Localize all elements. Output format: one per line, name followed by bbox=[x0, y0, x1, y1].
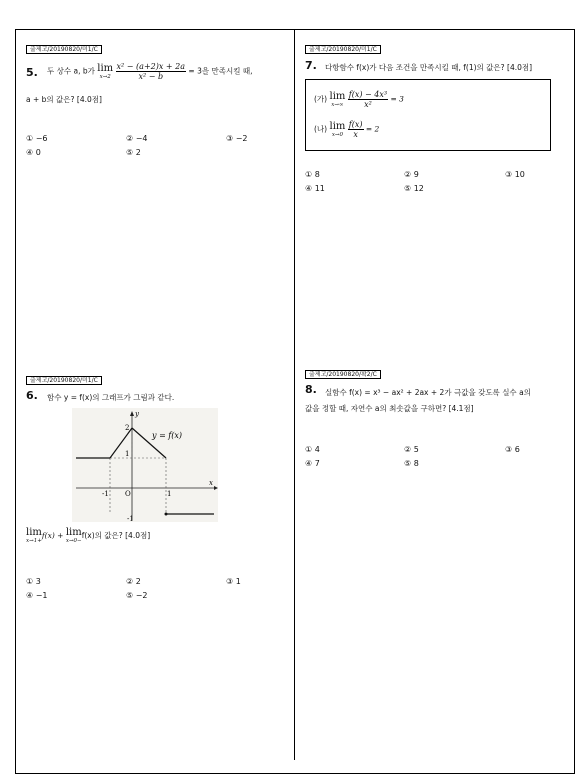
question-text bbox=[47, 62, 252, 81]
choice-4[interactable]: ④ 11 bbox=[305, 184, 325, 193]
choice-2[interactable]: ② 5 bbox=[404, 445, 419, 454]
question-tag: 출제고/20190820/미1/C bbox=[26, 45, 102, 54]
question-text: 함수 y = f(x)의 그래프가 그림과 같다. bbox=[47, 393, 175, 402]
tick-label-y-top: 2 bbox=[125, 424, 130, 432]
condition-b: (나) lim x→0 $\frac{f(x)}{x}$ = 2 bbox=[314, 120, 380, 139]
y-axis-label: y bbox=[135, 410, 139, 418]
choice-2[interactable]: ② −4 bbox=[126, 134, 148, 143]
choice-5[interactable]: ⑤ 2 bbox=[126, 148, 141, 157]
choice-4[interactable]: ④ −1 bbox=[26, 591, 48, 600]
question-number: 6. bbox=[26, 389, 38, 402]
choice-5[interactable]: ⑤ 12 bbox=[404, 184, 424, 193]
tick-label-x-right: 1 bbox=[167, 490, 172, 498]
condition-box bbox=[305, 79, 551, 151]
tick-label-x-left: -1 bbox=[102, 490, 109, 498]
question-tag: 출제고/20190820/미1/C bbox=[305, 45, 381, 54]
choice-2[interactable]: ② 2 bbox=[126, 577, 141, 586]
column-divider bbox=[294, 30, 295, 760]
graph-background bbox=[72, 408, 218, 522]
question-tag: 출제고/20190820/미1/C bbox=[26, 376, 102, 385]
tick-label-y-bottom: -1 bbox=[127, 515, 134, 522]
text-post: = 3을 만족시킬 때, bbox=[188, 66, 253, 76]
fraction: $\frac{\text{x² − (a+2)x + 2a}}{\text{x² − b}}$ bbox=[116, 62, 186, 81]
choice-5[interactable]: ⑤ 8 bbox=[404, 459, 419, 468]
choice-4[interactable]: ④ 7 bbox=[305, 459, 320, 468]
question-number: 5. bbox=[26, 66, 38, 79]
limit-operator: lim x→2 bbox=[97, 62, 114, 80]
question-number: 7. bbox=[305, 59, 317, 72]
choice-3[interactable]: ③ 1 bbox=[226, 577, 241, 586]
tick-label-y-mid: 1 bbox=[125, 450, 130, 458]
question-text: 실함수 f(x) = x³ − ax² + 2ax + 2가 극값을 갖도록 실수 a의 bbox=[325, 388, 531, 397]
choice-1[interactable]: ① 3 bbox=[26, 577, 41, 586]
choice-5[interactable]: ⑤ −2 bbox=[126, 591, 148, 600]
graph-point bbox=[165, 513, 168, 516]
choice-3[interactable]: ③ −2 bbox=[226, 134, 248, 143]
condition-a: (가) lim x→∞ $\frac{\text{f(x) − 4x³}}{\text{x²}}$ = 3 bbox=[314, 90, 404, 109]
choice-1[interactable]: ① −6 bbox=[26, 134, 48, 143]
origin-label: O bbox=[125, 490, 131, 498]
question-tag: 출제고/20190820/확2/C bbox=[305, 370, 381, 379]
question-number: 8. bbox=[305, 383, 317, 396]
question-text-line2: a + b의 값은? [4.0점] bbox=[26, 95, 102, 104]
choice-1[interactable]: ① 4 bbox=[305, 445, 320, 454]
question-text: 다항함수 f(x)가 다음 조건을 만족시킬 때, f(1)의 값은? [4.0점] bbox=[325, 63, 533, 72]
choice-1[interactable]: ① 8 bbox=[305, 170, 320, 179]
choice-4[interactable]: ④ 0 bbox=[26, 148, 41, 157]
choice-2[interactable]: ② 9 bbox=[404, 170, 419, 179]
question-expression: lim x→1+ f(x) + lim x→0− f(x)의 값은? [4.0점] bbox=[26, 527, 151, 544]
question-text-line2: 값을 정할 때, 자연수 a의 최솟값을 구하면? [4.1점] bbox=[305, 404, 474, 413]
curve-label: y = f(x) bbox=[152, 431, 183, 440]
text-pre: 두 상수 a, b가 bbox=[47, 66, 95, 76]
function-graph bbox=[72, 408, 218, 522]
x-axis-label: x bbox=[209, 479, 213, 487]
choice-3[interactable]: ③ 6 bbox=[505, 445, 520, 454]
choice-3[interactable]: ③ 10 bbox=[505, 170, 525, 179]
